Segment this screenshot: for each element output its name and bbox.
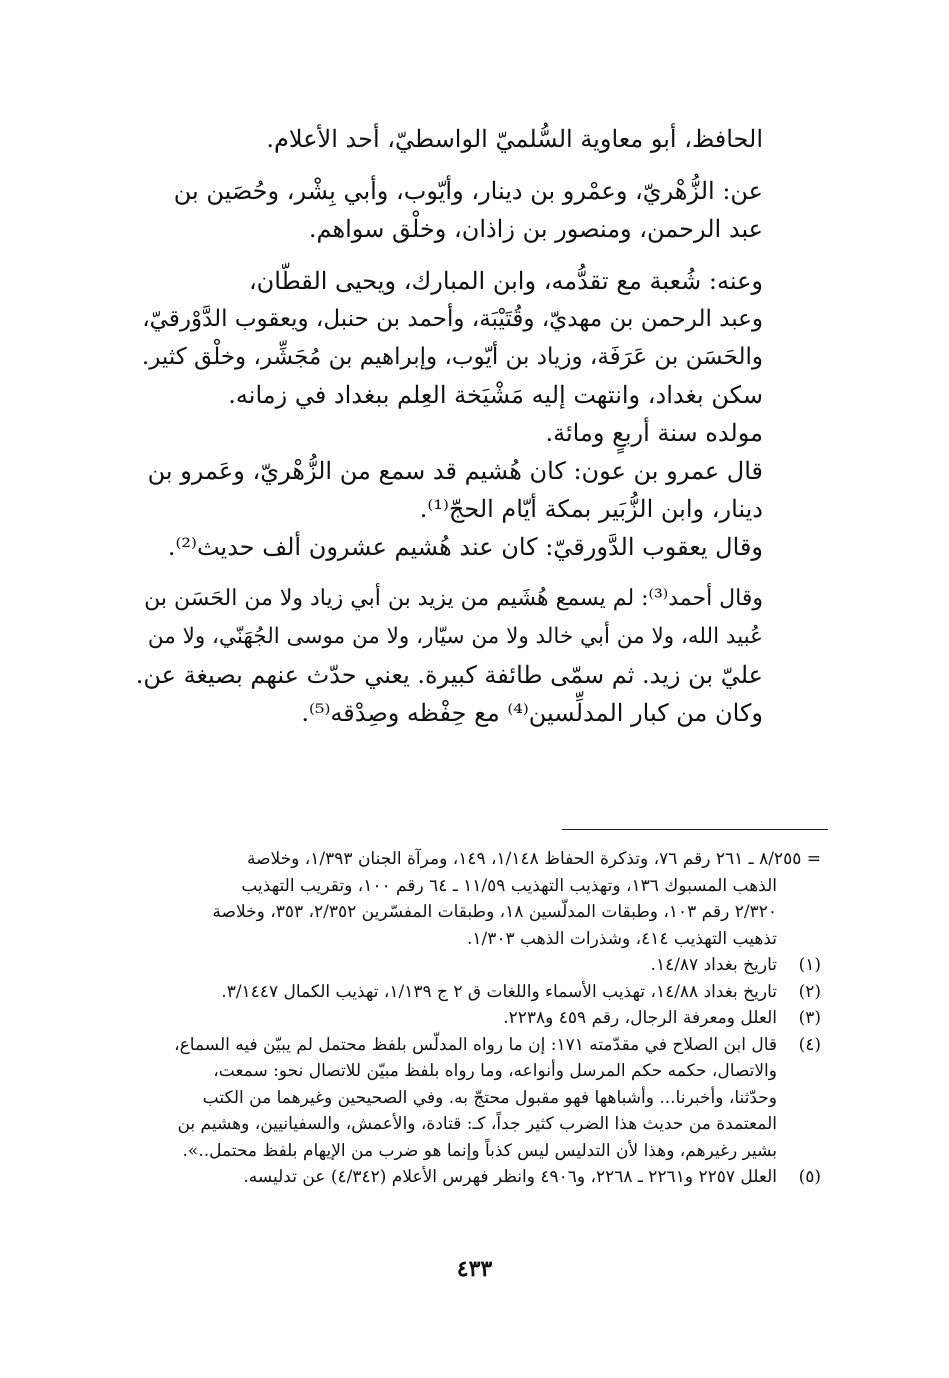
text-line: قال عمرو بن عون: كان هُشيم قد سمع من الزُّهْريّ، وعَمرو بن xyxy=(147,457,763,485)
text-line: سكن بغداد، وانتهت إليه مَشْيَخة العِلم ببغداد في زمانه. xyxy=(228,381,763,409)
footnote-item xyxy=(136,979,821,1006)
footnote-line: قال ابن الصلاح في مقدّمته ١٧١: إن ما رواه المدلّس بلفظ محتمل لم يبيّن فيه السماع، xyxy=(174,1034,777,1055)
footnote-number: (٢) xyxy=(798,981,821,1002)
footnote-number: (٣) xyxy=(798,1008,821,1028)
footnote-continuation-line: تذهيب التهذيب ٤١٤، وشذرات الذهب ١/٣٠٣. xyxy=(466,928,777,949)
footnote-continuation-line: = ٨/٢٥٥ ـ ٢٦١ رقم ٧٦، وتذكرة الحفاظ ١/١٤٨، ١٤٩، ومرآة الجنان ١/٣٩٣، وخلاصة xyxy=(246,849,821,869)
footnote-line: العلل ٢٢٥٧ و٢٢٦١ ـ ٢٢٦٨، و٤٩٠٦ وانظر فهرس الأعلام (٤/٣٤٢) عن تدليسه. xyxy=(243,1167,777,1187)
footnote-continuation-line: الذهب المسبوك ١٣٦، وتهذيب التهذيب ١١/٥٩ ـ ٦٤ رقم ١٠٠، وتقريب التهذيب xyxy=(241,875,777,896)
footnote-continuation-line: ٢/٣٢٠ رقم ١٠٣، وطبقات المدلّسين ١٨، وطبقات المفسّرين ٢/٣٥٢، ٣٥٣، وخلاصة xyxy=(212,902,777,922)
footnote-number: (٤) xyxy=(798,1034,821,1055)
footnote-divider xyxy=(562,829,828,830)
footnote-number: (٥) xyxy=(798,1167,821,1187)
text-line: وعنه: شُعبة مع تقدُّمه، وابن المبارك، ويحيى القطّان، xyxy=(248,267,763,295)
text-line: عبد الرحمن، ومنصور بن زاذان، وخلْق سواهم. xyxy=(308,215,763,243)
text-line: عُبيد الله، ولا من أبي خالد ولا من سيّار، ولا من موسى الجُهَنّي، ولا من xyxy=(147,624,763,649)
footnotes xyxy=(136,846,821,1191)
text-line: وقال أحمد⁽³⁾: لم يسمع هُشَيم من يزيد بن أبي زياد ولا من الحَسَن بن xyxy=(144,586,763,611)
text-line: عن: الزُّهْريّ، وعمْرو بن دينار، وأيّوب، وأبي بِشْر، وحُصَين بن xyxy=(173,177,763,205)
footnote-line: والاتصال، حكمه حكم المرسل وأنواعه، وما رواه بلفظ مبيّن للاتصال نحو: سمعت، xyxy=(213,1061,777,1081)
text-line: عليّ بن زيد. ثم سمّى طائفة كبيرة. يعني حدّث عنهم بصيغة عن. xyxy=(135,661,763,689)
text-line: دينار، وابن الزُّبَير بمكة أيّام الحجّ⁽¹⁾. xyxy=(419,495,763,523)
main-text xyxy=(136,120,763,732)
footnote-number: (١) xyxy=(798,955,821,975)
footnote-line: المعتمدة من حديث هذا الضرب كثير جداً، كـ: قتادة، والأعمش، والسفيانيين، وهشيم بن xyxy=(177,1114,777,1134)
footnote-item xyxy=(136,952,821,979)
footnote-item xyxy=(136,1005,821,1032)
text-line: وقال يعقوب الدَّورقيّ: كان عند هُشيم عشرون ألف حديث⁽²⁾. xyxy=(167,533,763,561)
footnote-item xyxy=(136,1164,821,1191)
text-line: مولده سنة أربعٍ ومائة. xyxy=(545,419,763,447)
text-line: وعبد الرحمن بن مهديّ، وقُتَيْبَة، وأحمد بن حنبل، ويعقوب الدَّوْرقيّ، xyxy=(142,306,763,332)
footnote-item xyxy=(136,1032,821,1165)
text-line: والحَسَن بن عَرَفَة، وزياد بن أيّوب، وإبراهيم بن مُجَشِّر، وخلْق كثير. xyxy=(141,344,763,370)
text-line: الحافظ، أبو معاوية السُّلميّ الواسطيّ، أحد الأعلام. xyxy=(266,125,763,153)
page-number: ٤٣٣ xyxy=(456,1256,493,1282)
footnote-line: العلل ومعرفة الرجال، رقم ٤٥٩ و٢٢٣٨. xyxy=(503,1008,777,1028)
footnote-line: بشير رغيرهم، وهذا لأن التدليس ليس كذباً وإنما هو ضرب من الإيهام بلفظ محتمل..». xyxy=(182,1140,777,1161)
footnote-line: وحدّثنا، وأخبرنا... وأشباهها فهو مقبول محتجّ به. وفي الصحيحين وغيرهما من الكتب xyxy=(202,1087,777,1108)
footnote-line: تاريخ بغداد ١٤/٨٧. xyxy=(650,955,777,975)
footnote-line: تاريخ بغداد ١٤/٨٨، تهذيب الأسماء واللغات ق ٢ ج ١/١٣٩، تهذيب الكمال ٣/١٤٤٧. xyxy=(221,981,777,1002)
text-line: وكان من كبار المدلِّسين⁽⁴⁾ مع حِفْظه وصِدْقه⁽⁵⁾. xyxy=(301,699,763,727)
